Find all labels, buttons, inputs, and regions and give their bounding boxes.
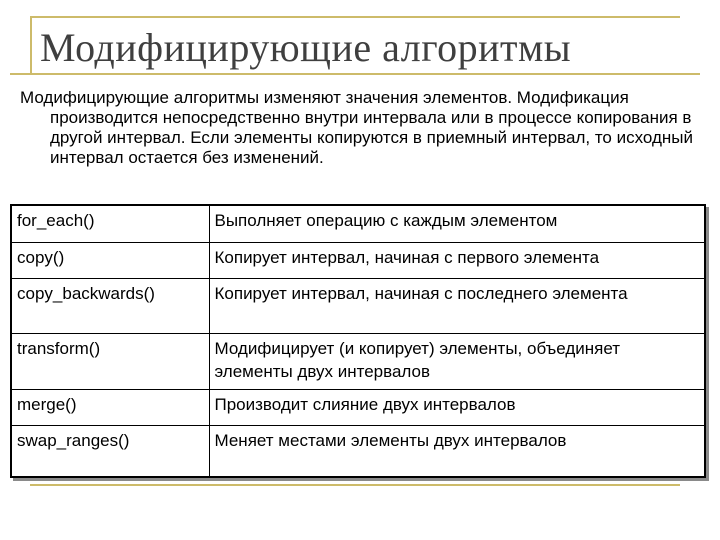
algorithm-description: Меняет местами элементы двух интервалов <box>209 425 705 477</box>
algorithm-name: swap_ranges() <box>11 425 209 477</box>
intro-paragraph: Модифицирующие алгоритмы изменяют значения элементов. Модификация производится непосредственно внутри интервала или в процессе копирования в другой интервал. Если элементы копируются в приемный интервал, то исходный интервал остается без изменений. <box>20 88 694 167</box>
algorithm-description: Копирует интервал, начиная с первого элемента <box>209 242 705 278</box>
algorithm-name: merge() <box>11 389 209 425</box>
title-underline <box>10 73 700 75</box>
table-row <box>11 205 705 242</box>
left-decor-line <box>30 16 32 74</box>
algorithm-name: copy() <box>11 242 209 278</box>
algorithm-name: for_each() <box>11 205 209 242</box>
bottom-decor-line <box>30 484 680 486</box>
algorithm-name: copy_backwards() <box>11 278 209 333</box>
table-row <box>11 278 705 333</box>
algorithm-description: Копирует интервал, начиная с последнего элемента <box>209 278 705 333</box>
table-row <box>11 242 705 278</box>
table-row <box>11 389 705 425</box>
slide-title: Модифицирующие алгоритмы <box>40 25 572 70</box>
table-row <box>11 425 705 477</box>
algorithm-description: Производит слияние двух интервалов <box>209 389 705 425</box>
algorithm-name: transform() <box>11 333 209 389</box>
table-row <box>11 333 705 389</box>
algorithms-table <box>10 204 706 478</box>
algorithm-description: Выполняет операцию с каждым элементом <box>209 205 705 242</box>
top-decor-line <box>30 16 680 18</box>
algorithm-description: Модифицирует (и копирует) элементы, объединяет элементы двух интервалов <box>209 333 705 389</box>
